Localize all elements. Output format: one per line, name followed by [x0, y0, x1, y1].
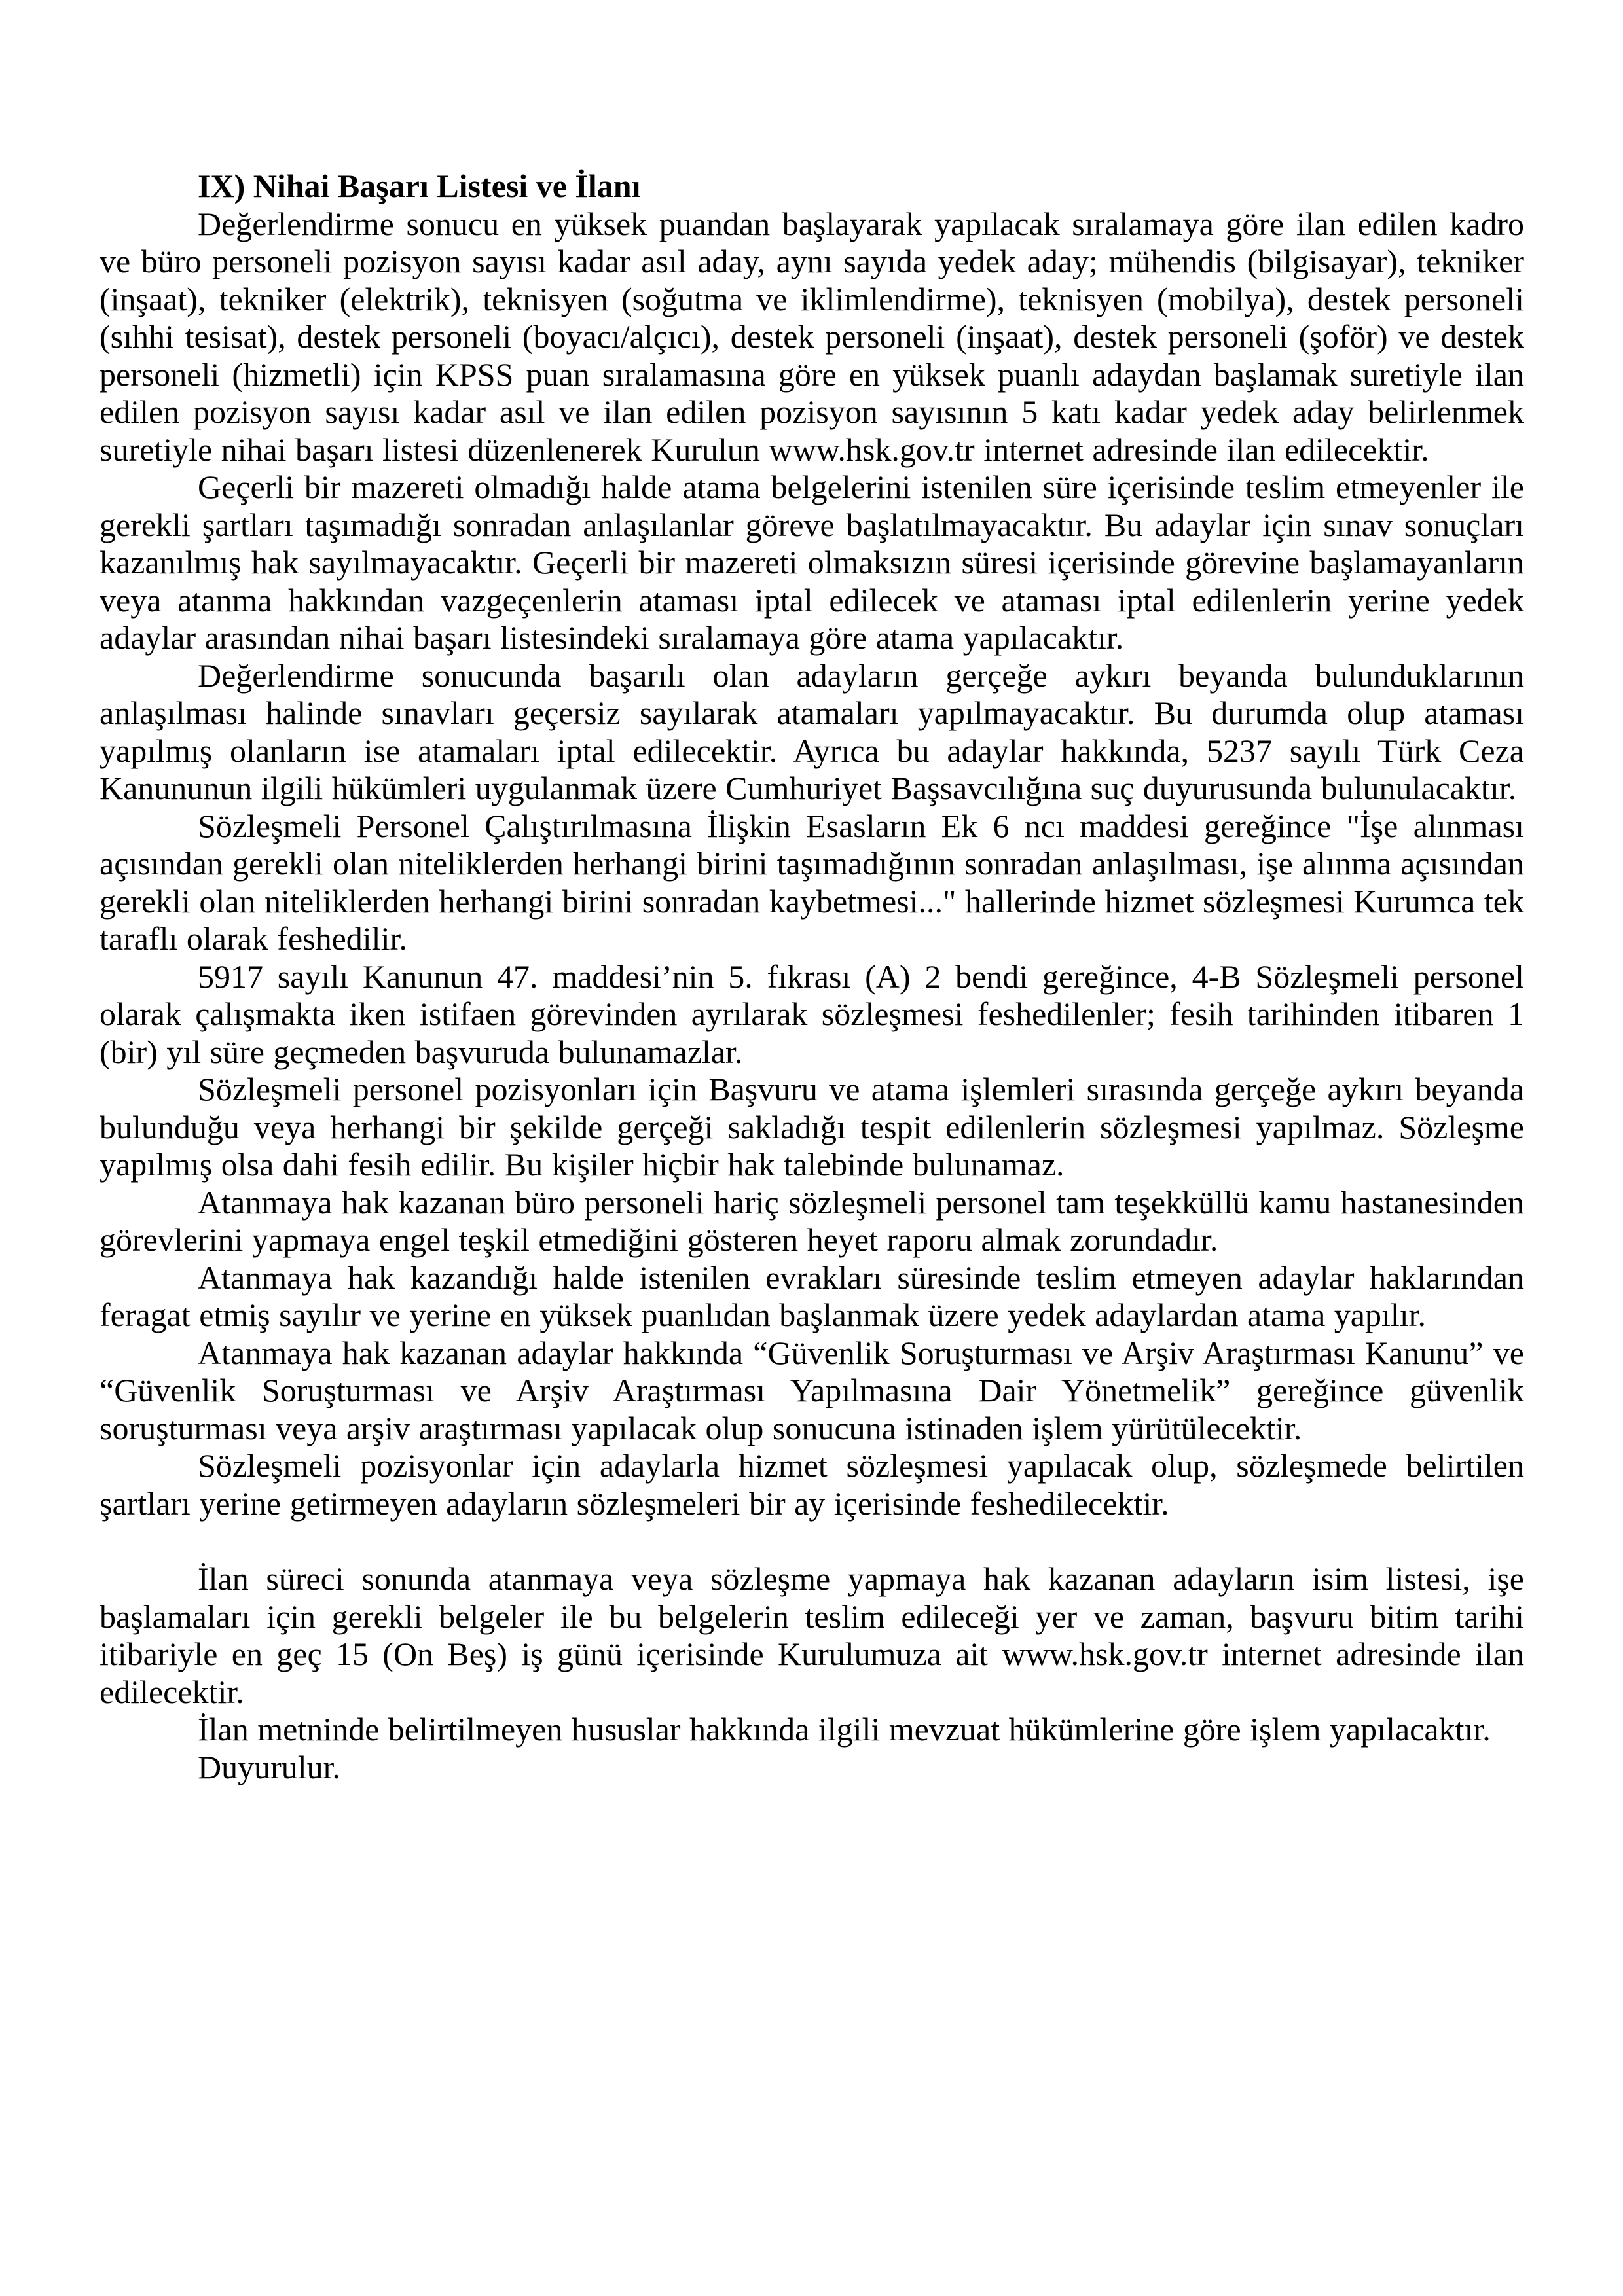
paragraph-final-list-ranking: Değerlendirme sonucu en yüksek puandan başlayarak yapılacak sıralamaya göre ilan edilen kadro ve büro personeli pozisyon sayısı kadar asıl aday, aynı sayıda yedek aday; mühendis (bilgisayar), tekniker (inşaat), tekniker (elektrik), teknisyen (soğutma ve iklimlendirme), teknisyen (mobilya), destek personeli (sıhhi tesisat), destek personeli (boyacı/alçıcı), destek personeli (inşaat), destek personeli (şoför) ve destek personeli (hizmetli) için KPSS puan sıralamasına göre en yüksek puanlı adaydan başlamak suretiyle ilan edilen pozisyon sayısı kadar asıl ve ilan edilen pozisyon sayısının 5 katı kadar yedek aday belirlenmek suretiyle nihai başarı listesi düzenlenerek Kurulun www.hsk.gov.tr internet adresinde ilan edilecektir. — [100, 205, 1524, 468]
paragraph-closing: Duyurulur. — [198, 1748, 341, 1785]
paragraph-health-report: Atanmaya hak kazanan büro personeli hariç sözleşmeli personel tam teşekküllü kamu hastanesinden görevlerini yapmaya engel teşkil etmediğini gösteren heyet raporu almak zorundadır. — [100, 1183, 1524, 1258]
paragraph-security-investigation: Atanmaya hak kazanan adaylar hakkında “Güvenlik Soruşturması ve Arşiv Araştırması Kanunu” ve “Güvenlik Soruşturması ve Arşiv Araştırması Yapılmasına Dair Yönetmelik” gereğince güvenlik soruşturması veya arşiv araştırması yapılacak olup sonucuna istinaden işlem yürütülecektir. — [100, 1334, 1524, 1446]
paragraph-unspecified-matters: İlan metninde belirtilmeyen hususlar hakkında ilgili mevzuat hükümlerine göre işlem yapılacaktır. — [198, 1711, 1491, 1748]
paragraph-law-5917: 5917 sayılı Kanunun 47. maddesi’nin 5. fıkrası (A) 2 bendi gereğince, 4-B Sözleşmeli personel olarak çalışmakta iken istifaen görevinden ayrılarak sözleşmesi feshedilenler; fesih tarihinden itibaren 1 (bir) yıl süre geçmeden başvuruda bulunamazlar. — [100, 958, 1524, 1070]
paragraph-service-contract: Sözleşmeli pozisyonlar için adaylarla hizmet sözleşmesi yapılacak olup, sözleşmede belirtilen şartları yerine getirmeyen adayların sözleşmeleri bir ay içerisinde feshedilecektir. — [100, 1447, 1524, 1522]
paragraph-contract-termination-ek6: Sözleşmeli Personel Çalıştırılmasına İlişkin Esasların Ek 6 ncı maddesi gereğince "İşe alınması açısından gerekli olan niteliklerden herhangi birini taşımadığının sonradan anlaşılması, işe alınma açısından gerekli olan niteliklerden herhangi birini sonradan kaybetmesi..." hallerinde hizmet sözleşmesi Kurumca tek taraflı olarak feshedilir. — [100, 807, 1524, 957]
paragraph-contract-positions-false-statement: Sözleşmeli personel pozisyonları için Başvuru ve atama işlemleri sırasında gerçeğe aykırı beyanda bulunduğu veya herhangi bir şekilde gerçeği sakladığı tespit edilenlerin sözleşmesi yapılmaz. Sözleşme yapılmış olsa dahi fesih edilir. Bu kişiler hiçbir hak talebinde bulunamaz. — [100, 1071, 1524, 1183]
section-heading: IX) Nihai Başarı Listesi ve İlanı — [198, 168, 641, 204]
paragraph-waiver-of-rights: Atanmaya hak kazandığı halde istenilen evrakları süresinde teslim etmeyen adaylar haklarından feragat etmiş sayılır ve yerine en yüksek puanlıdan başlanmak üzere yedek adaylardan atama yapılır. — [100, 1259, 1524, 1333]
paragraph-announcement-process: İlan süreci sonunda atanmaya veya sözleşme yapmaya hak kazanan adayların isim listesi, işe başlamaları için gerekli belgeler ile bu belgelerin teslim edileceği yer ve zaman, başvuru bitim tarihi itibariyle en geç 15 (On Beş) iş günü içerisinde Kurulumuza ait www.hsk.gov.tr internet adresinde ilan edilecektir. — [100, 1560, 1524, 1710]
paragraph-documents-deadline: Geçerli bir mazereti olmadığı halde atama belgelerini istenilen süre içerisinde teslim etmeyenler ile gerekli şartları taşımadığı sonradan anlaşılanlar göreve başlatılmayacaktır. Bu adaylar için sınav sonuçları kazanılmış hak sayılmayacaktır. Geçerli bir mazereti olmaksızın süresi içerisinde görevine başlamayanların veya atanma hakkından vazgeçenlerin ataması iptal edilecek ve ataması iptal edilenlerin yerine yedek adaylar arasından nihai başarı listesindeki sıralamaya göre atama yapılacaktır. — [100, 469, 1524, 656]
paragraph-false-declaration: Değerlendirme sonucunda başarılı olan adayların gerçeğe aykırı beyanda bulunduklarının anlaşılması halinde sınavları geçersiz sayılarak atamaları yapılmayacaktır. Bu durumda olup ataması yapılmış olanların ise atamaları iptal edilecektir. Ayrıca bu adaylar hakkında, 5237 sayılı Türk Ceza Kanununun ilgili hükümleri uygulanmak üzere Cumhuriyet Başsavcılığına suç duyurusunda bulunulacaktır. — [100, 656, 1524, 806]
